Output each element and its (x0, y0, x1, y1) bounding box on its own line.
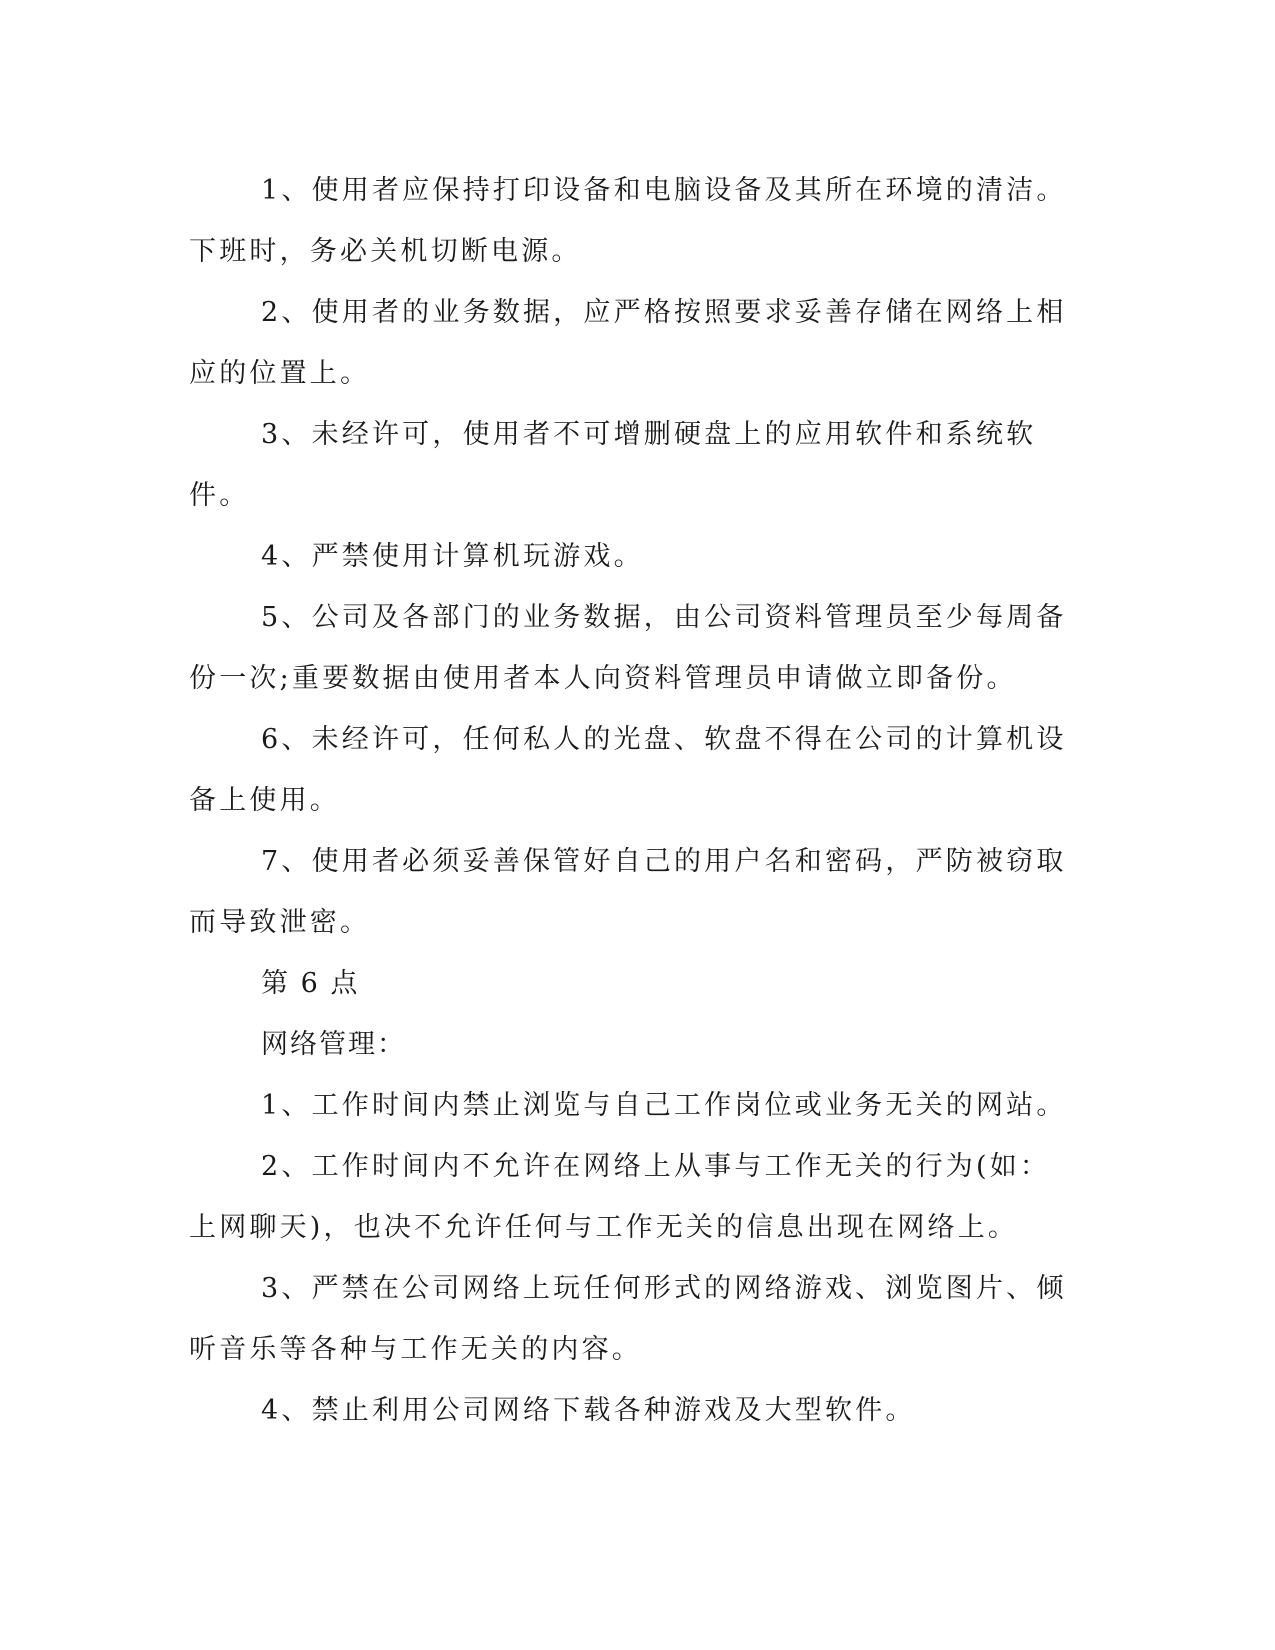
paragraph-rule-7-password: 7、使用者必须妥善保管好自己的用户名和密码，严防被窃取而导致泄密。 (189, 846, 1067, 938)
paragraph-rule-4-games: 4、严禁使用计算机玩游戏。 (261, 541, 644, 572)
paragraph-rule-1-cleanliness: 1、使用者应保持打印设备和电脑设备及其所在环境的清洁。下班时，务必关机切断电源。 (189, 175, 1067, 267)
section-number: 第 6 点 (261, 968, 360, 999)
paragraph-network-rule-4: 4、禁止利用公司网络下载各种游戏及大型软件。 (261, 1395, 916, 1426)
section-title-network: 网络管理： (261, 1029, 406, 1060)
paragraph-network-rule-3: 3、严禁在公司网络上玩任何形式的网络游戏、浏览图片、倾听音乐等各种与工作无关的内容。 (189, 1273, 1067, 1365)
paragraph-network-rule-2: 2、工作时间内不允许在网络上从事与工作无关的行为(如：上网聊天)，也决不允许任何与工作无关的信息出现在网络上。 (189, 1151, 1051, 1243)
paragraph-rule-2-data-storage: 2、使用者的业务数据，应严格按照要求妥善存储在网络上相应的位置上。 (189, 297, 1067, 389)
paragraph-rule-3-software: 3、未经许可，使用者不可增删硬盘上的应用软件和系统软件。 (189, 419, 1037, 511)
paragraph-rule-6-private-media: 6、未经许可，任何私人的光盘、软盘不得在公司的计算机设备上使用。 (189, 724, 1067, 816)
paragraph-network-rule-1: 1、工作时间内禁止浏览与自己工作岗位或业务无关的网站。 (261, 1090, 1067, 1121)
document-body (189, 160, 1069, 1441)
paragraph-rule-5-backup: 5、公司及各部门的业务数据，由公司资料管理员至少每周备份一次;重要数据由使用者本人向资料管理员申请做立即备份。 (189, 602, 1067, 694)
